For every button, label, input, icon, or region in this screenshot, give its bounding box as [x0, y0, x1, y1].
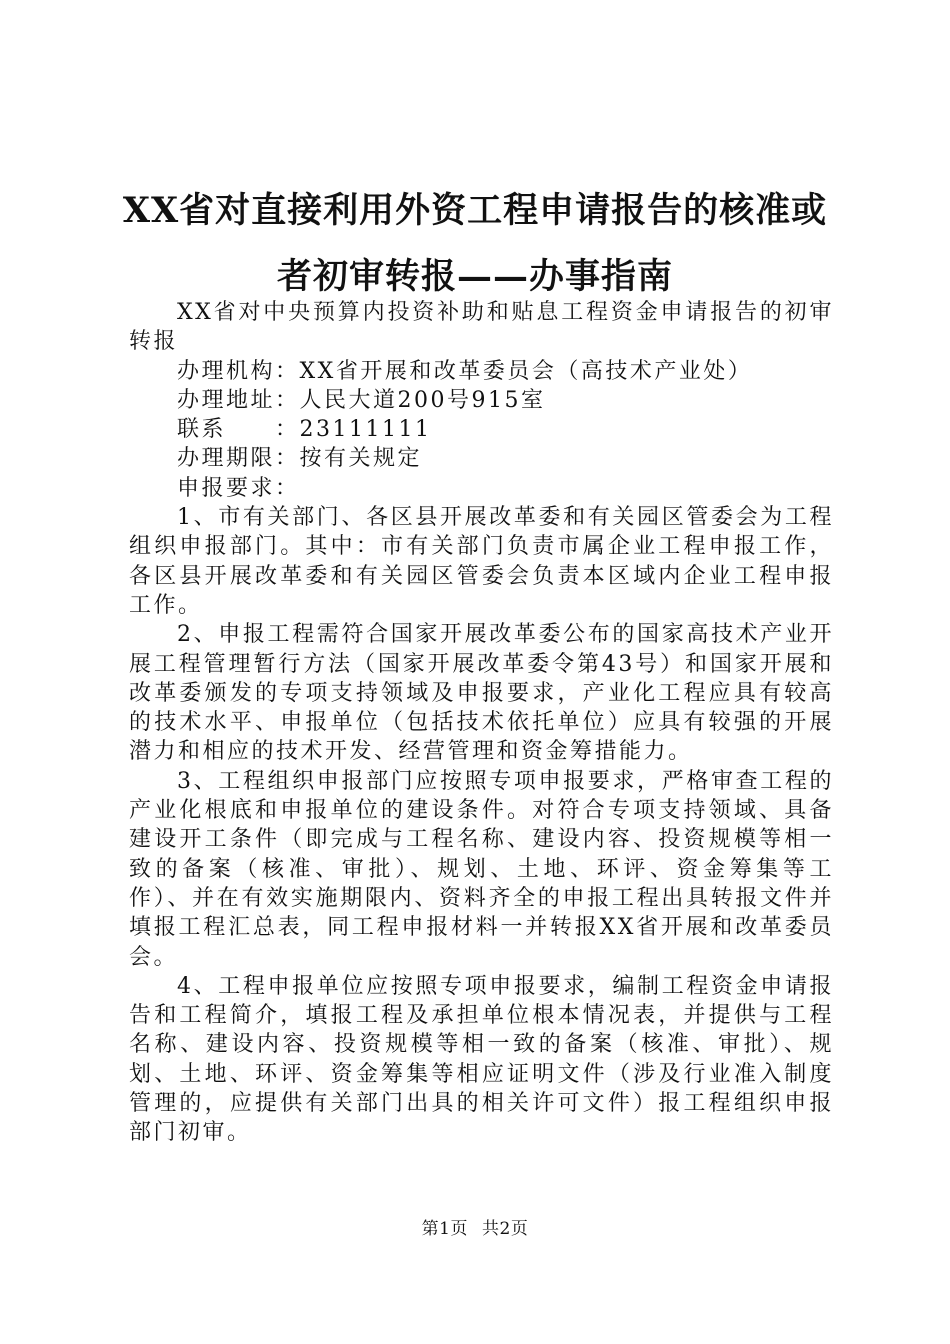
title-line-1: XX省对直接利用外资工程申请报告的核准或 — [122, 190, 828, 231]
document-title — [60, 178, 890, 310]
page-footer — [0, 1214, 950, 1239]
requirement-paragraph-2: 2、申报工程需符合国家开展改革委公布的国家高技术产业开展工程管理暂行方法（国家开展改革委令第43号）和国家开展和改革委颁发的专项支持领域及申报要求，产业化工程应具有较高的技术水平、申报单位（包括技术依托单位）应具有较强的开展潜力和相应的技术开发、经营管理和资金筹措能力。 — [129, 622, 834, 765]
info-period: 办理期限：按有关规定 — [177, 446, 423, 472]
document-body — [129, 298, 834, 1148]
info-address: 办理地址：人民大道200号915室 — [177, 387, 546, 413]
info-contact: 联系 ：23111111 — [177, 417, 432, 443]
info-agency: 办理机构：XX省开展和改革委员会（高技术产业处） — [177, 358, 753, 384]
requirements-heading: 申报要求： — [177, 475, 300, 501]
page-total: 共2页 — [482, 1219, 529, 1239]
intro-paragraph: XX省对中央预算内投资补助和贴息工程资金申请报告的初审转报 — [129, 300, 834, 355]
title-line-2: 者初审转报——办事指南 — [276, 256, 673, 297]
requirement-paragraph-1: 1、市有关部门、各区县开展改革委和有关园区管委会为工程组织申报部门。其中：市有关部门负责市属企业工程申报工作，各区县开展改革委和有关园区管委会负责本区域内企业工程申报工作。 — [129, 505, 834, 618]
requirement-paragraph-3: 3、工程组织申报部门应按照专项申报要求，严格审查工程的产业化根底和申报单位的建设条件。对符合专项支持领域、具备建设开工条件（即完成与工程名称、建设内容、投资规模等相一致的备案（核准、审批）、规划、土地、环评、资金筹集等工作）、并在有效实施期限内、资料齐全的申报工程出具转报文件并填报工程汇总表，同工程申报材料一并转报XX省开展和改革委员会。 — [129, 768, 834, 970]
requirement-paragraph-4: 4、工程申报单位应按照专项申报要求，编制工程资金申请报告和工程简介，填报工程及承担单位根本情况表，并提供与工程名称、建设内容、投资规模等相一致的备案（核准、审批）、规划、土地、环评、资金筹集等相应证明文件（涉及行业准入制度管理的，应提供有关部门出具的相关许可文件）报工程组织申报部门初审。 — [129, 973, 834, 1146]
page-number: 第1页 — [421, 1219, 468, 1239]
